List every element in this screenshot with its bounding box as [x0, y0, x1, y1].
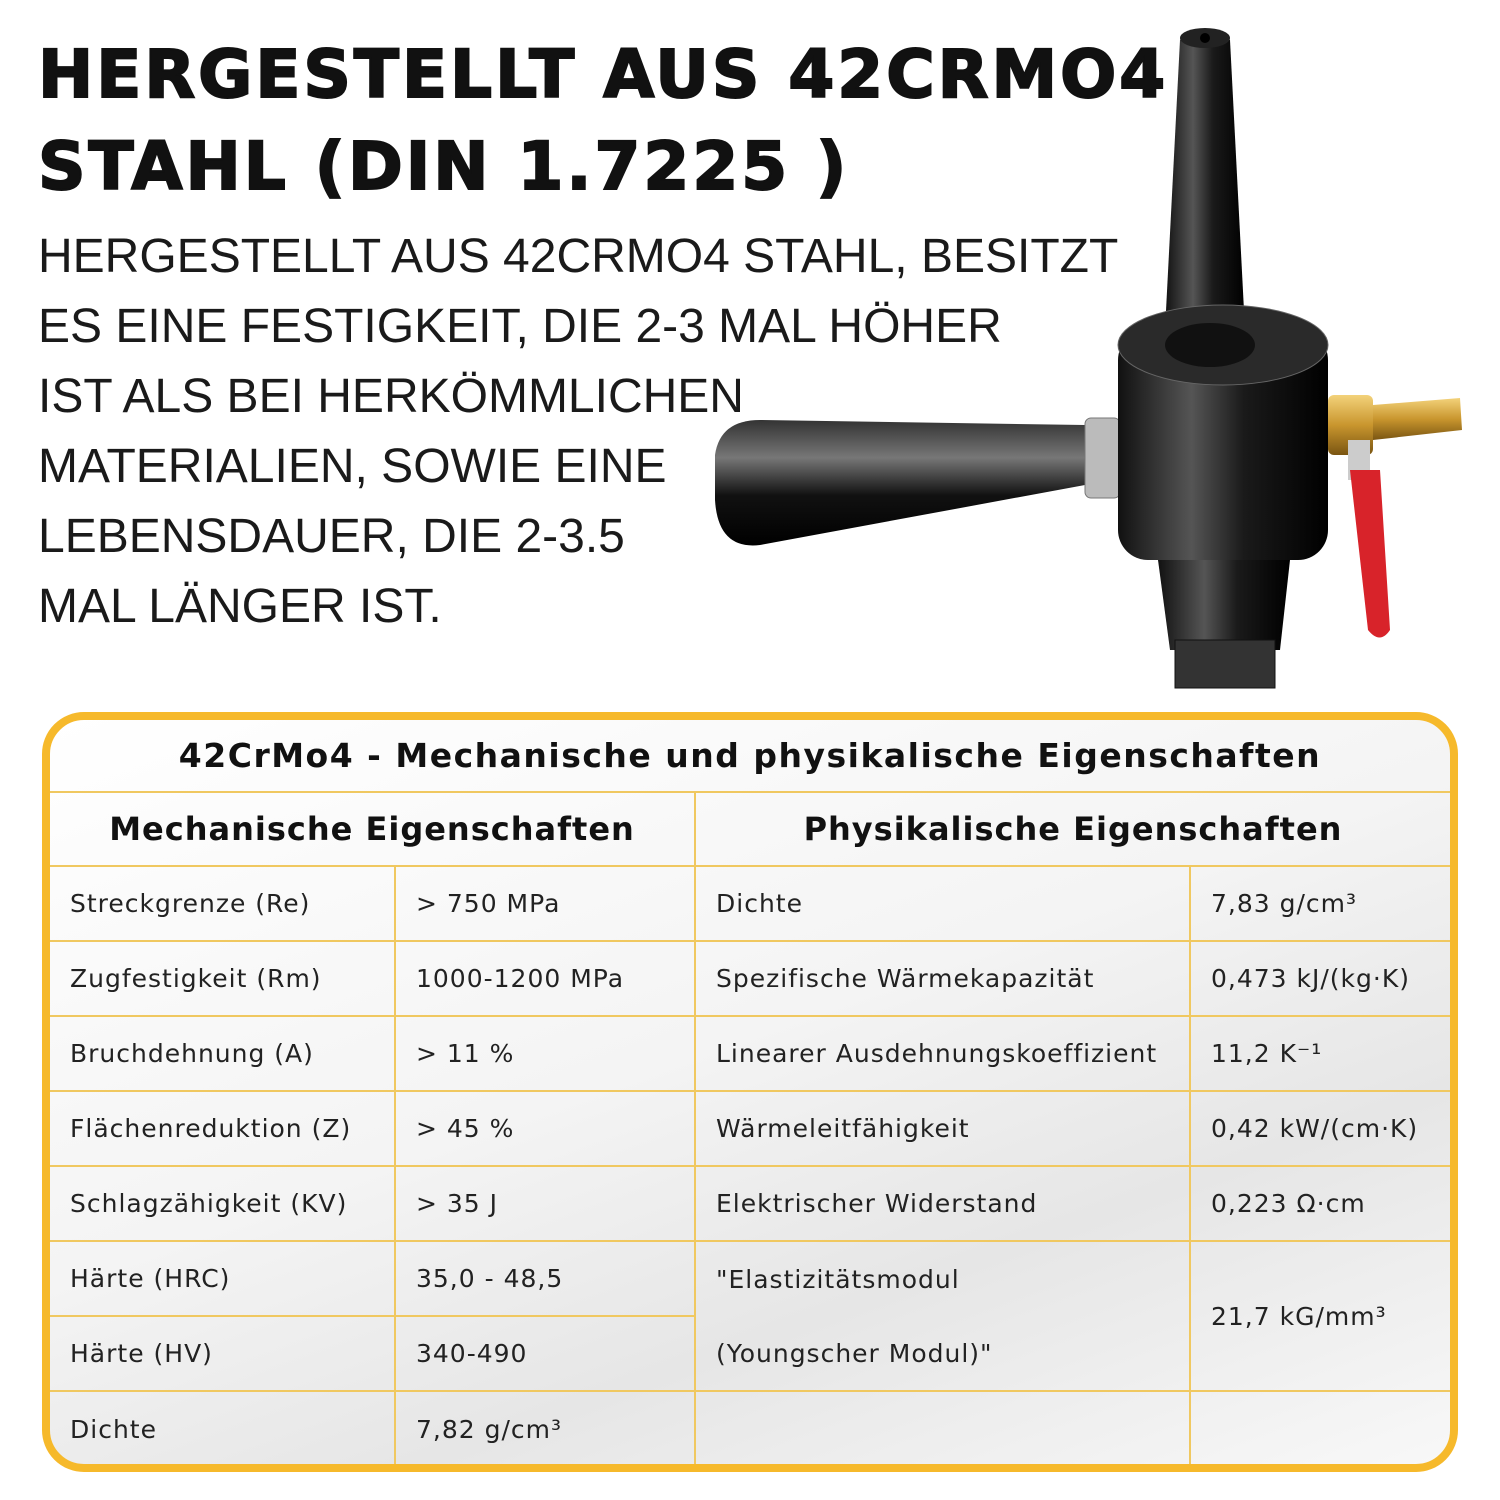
property-value: > 11 %: [395, 1016, 695, 1091]
property-name: Spezifische Wärmekapazität: [695, 941, 1190, 1016]
table-row: [50, 1241, 1450, 1316]
property-name: Schlagzähigkeit (KV): [50, 1166, 395, 1241]
property-value: 35,0 - 48,5: [395, 1241, 695, 1316]
paragraph-line: HERGESTELLT AUS 42CRMO4 STAHL, BESITZT: [38, 230, 1119, 283]
property-name: Härte (HV): [50, 1316, 395, 1391]
property-name: Bruchdehnung (A): [50, 1016, 395, 1091]
water-valve: [1328, 395, 1462, 638]
empty-cell: [695, 1391, 1190, 1466]
paragraph-line: LEBENSDAUER, DIE 2-3.5: [38, 510, 625, 563]
property-value: 0,42 kW/(cm·K): [1190, 1091, 1450, 1166]
property-value: 11,2 K⁻¹: [1190, 1016, 1450, 1091]
physical-header: Physikalische Eigenschaften: [695, 792, 1450, 866]
mechanical-header: Mechanische Eigenschaften: [50, 792, 695, 866]
table-row: [50, 866, 1450, 941]
property-value: > 750 MPa: [395, 866, 695, 941]
paragraph-line: ES EINE FESTIGKEIT, DIE 2-3 MAL HÖHER: [38, 300, 1002, 353]
properties-table-container: [42, 712, 1458, 1472]
headline-line-1: HERGESTELLT AUS 42CRMO4: [38, 36, 1169, 113]
property-name: Elektrischer Widerstand: [695, 1166, 1190, 1241]
headline-line-2: STAHL (DIN 1.7225 ): [38, 128, 850, 205]
shank: [1165, 28, 1245, 330]
table-title: 42CrMo4 - Mechanische und physikalische Eigenschaften: [50, 720, 1450, 792]
property-name: Linearer Ausdehnungskoeffizient: [695, 1016, 1190, 1091]
property-value: 0,473 kJ/(kg·K): [1190, 941, 1450, 1016]
property-name: Streckgrenze (Re): [50, 866, 395, 941]
property-value: > 45 %: [395, 1091, 695, 1166]
property-value: 1000-1200 MPa: [395, 941, 695, 1016]
property-name: Härte (HRC): [50, 1241, 395, 1316]
table-row: [50, 1091, 1450, 1166]
property-name: Flächenreduktion (Z): [50, 1091, 395, 1166]
properties-table: [50, 720, 1450, 1466]
property-name-continued: (Youngscher Modul)": [695, 1316, 1190, 1391]
property-value: 7,82 g/cm³: [395, 1391, 695, 1466]
table-row: [50, 1016, 1450, 1091]
property-value: 21,7 kG/mm³: [1190, 1241, 1450, 1391]
table-row: [50, 1166, 1450, 1241]
property-value: 0,223 Ω·cm: [1190, 1166, 1450, 1241]
paragraph-line: MAL LÄNGER IST.: [38, 580, 442, 633]
property-value: > 35 J: [395, 1166, 695, 1241]
property-value: 7,83 g/cm³: [1190, 866, 1450, 941]
side-handle: [715, 420, 1085, 545]
property-value: 340-490: [395, 1316, 695, 1391]
table-row: [50, 1391, 1450, 1466]
empty-cell: [1190, 1391, 1450, 1466]
paragraph-line: IST ALS BEI HERKÖMMLICHEN: [38, 370, 744, 423]
core-drill-adapter-image: [700, 0, 1500, 700]
property-name: Dichte: [50, 1391, 395, 1466]
property-name: "Elastizitätsmodul: [695, 1241, 1190, 1316]
property-name: Zugfestigkeit (Rm): [50, 941, 395, 1016]
table-row: [50, 941, 1450, 1016]
handle-nut: [1085, 418, 1120, 498]
paragraph-line: MATERIALIEN, SOWIE EINE: [38, 440, 667, 493]
property-name: Dichte: [695, 866, 1190, 941]
property-name: Wärmeleitfähigkeit: [695, 1091, 1190, 1166]
thread: [1175, 640, 1275, 688]
